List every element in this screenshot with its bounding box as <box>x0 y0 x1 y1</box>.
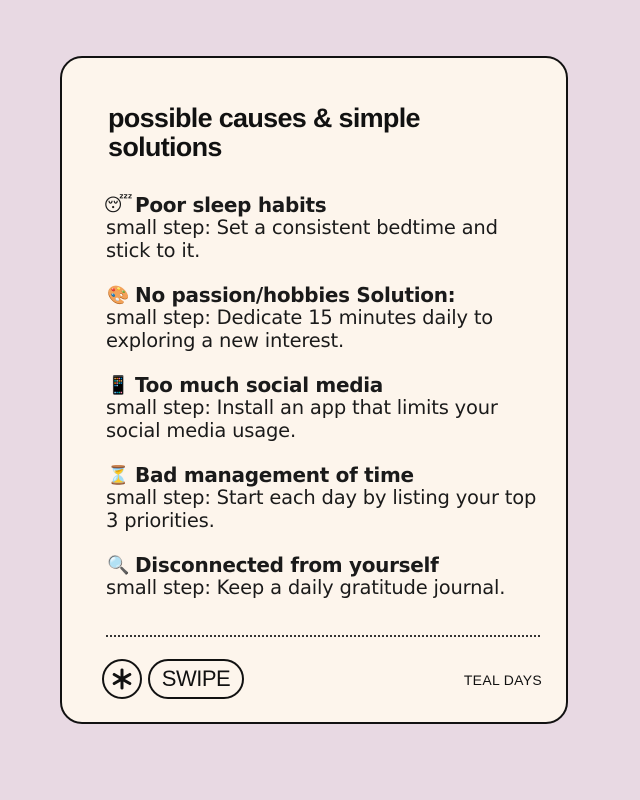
sleeping-face-icon: 😴 <box>103 194 133 216</box>
item-text: small step: Dedicate 15 minutes daily to exploring a new interest. <box>106 306 494 352</box>
item-heading: Poor sleep habits <box>135 193 327 217</box>
brand-label: TEAL DAYS <box>463 672 542 688</box>
dotted-divider <box>106 635 540 637</box>
list-item <box>106 554 546 600</box>
asterisk-button[interactable] <box>102 659 142 699</box>
mobile-phone-icon: 📱 <box>106 374 130 396</box>
item-text: small step: Set a consistent bedtime and stick to it. <box>106 216 498 262</box>
list-item <box>106 374 546 442</box>
list-item <box>103 193 546 262</box>
item-text: small step: Install an app that limits your social media usage. <box>106 396 498 442</box>
item-heading: Too much social media <box>135 373 384 397</box>
magnifying-glass-icon: 🔍 <box>106 554 130 576</box>
item-text: small step: Start each day by listing your top 3 priorities. <box>106 486 537 532</box>
item-heading: No passion/hobbies Solution: <box>135 283 456 307</box>
swipe-button[interactable]: SWIPE <box>148 659 244 699</box>
list-item <box>106 284 546 352</box>
causes-list <box>103 193 546 622</box>
item-heading: Disconnected from yourself <box>135 553 439 577</box>
asterisk-icon <box>111 668 133 690</box>
hourglass-icon: ⏳ <box>106 464 130 486</box>
list-item <box>106 464 546 532</box>
item-heading: Bad management of time <box>135 463 414 487</box>
page-title: possible causes & simple solutions <box>108 103 420 162</box>
artist-palette-icon: 🎨 <box>106 284 130 306</box>
info-card <box>60 56 568 724</box>
item-text: small step: Keep a daily gratitude journal. <box>106 576 506 599</box>
